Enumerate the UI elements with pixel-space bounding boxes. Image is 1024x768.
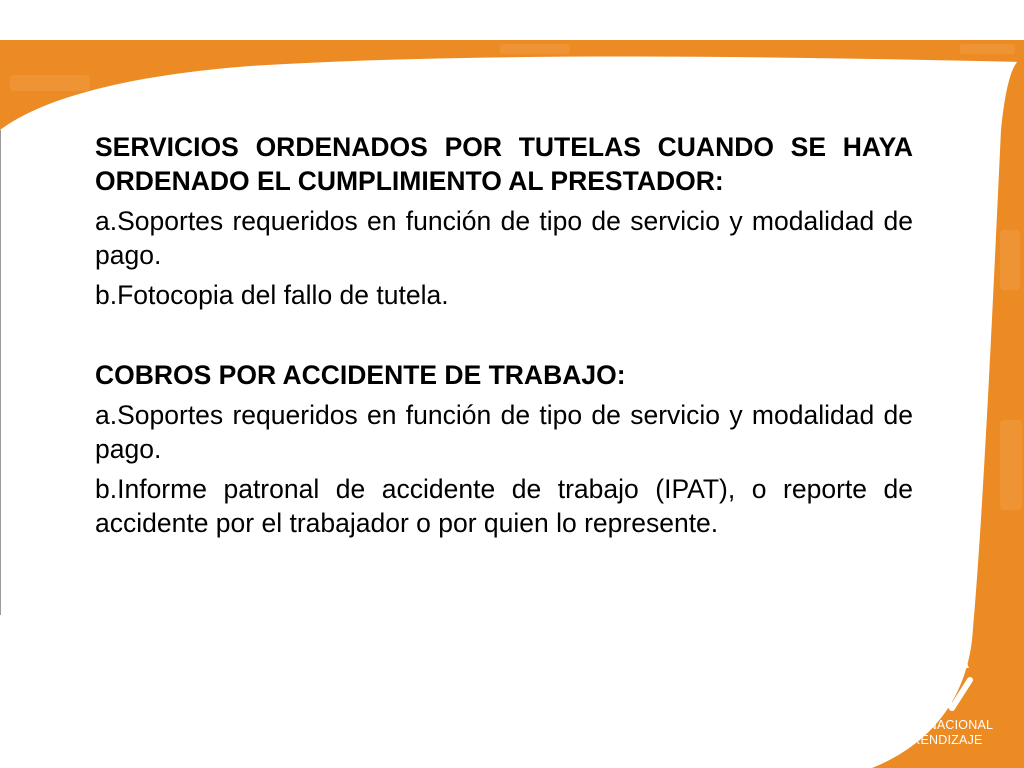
- section1-item-b: b.Fotocopia del fallo de tutela.: [95, 280, 449, 310]
- section2-item-a: a.Soportes requeridos en función de tipo de servicio y modalidad de pago.: [95, 400, 913, 464]
- section2-heading: COBROS POR ACCIDENTE DE TRABAJO:: [95, 360, 626, 390]
- section1-heading: SERVICIOS ORDENADOS POR TUTELAS CUANDO SE HAYA ORDENADO EL CUMPLIMIENTO AL PRESTADOR:: [95, 132, 913, 196]
- content-body: [95, 130, 913, 540]
- logo-subtitle-line2: DE APRENDIZAJE: [873, 733, 983, 747]
- section1-item-a: a.Soportes requeridos en función de tipo de servicio y modalidad de pago.: [95, 206, 913, 270]
- sena-logo: [858, 620, 998, 755]
- logo-subtitle-line1: SERVICIO NACIONAL: [862, 718, 994, 732]
- logo-figure-icon: [886, 676, 970, 708]
- section2-item-b: b.Informe patronal de accidente de trabajo (IPAT), o reporte de accidente por el trabajador o por quien lo represente.: [95, 474, 913, 538]
- logo-head-icon: [918, 622, 934, 638]
- logo-wordmark: SENA: [880, 642, 972, 675]
- sena-logo-mark-icon: [858, 620, 998, 720]
